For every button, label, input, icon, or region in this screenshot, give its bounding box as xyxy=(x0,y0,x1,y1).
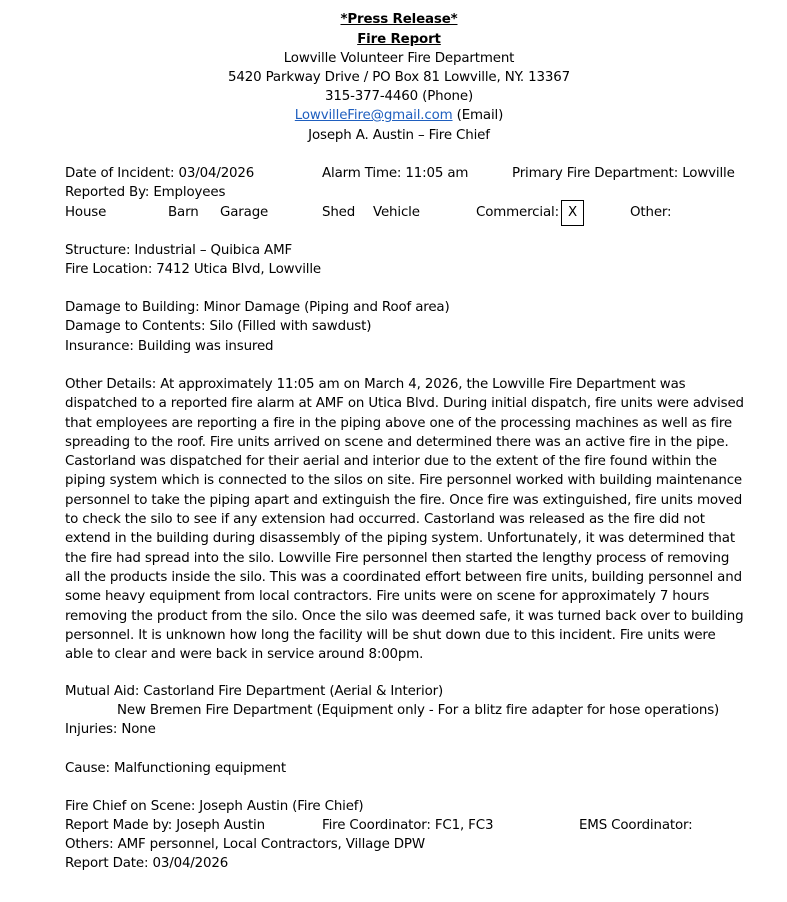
injuries: Injuries: None xyxy=(65,722,156,737)
type-shed: Shed xyxy=(322,205,356,220)
department-email xyxy=(0,106,787,125)
commercial-checkbox: X xyxy=(561,200,584,226)
details-line: Other Details: At approximately 11:05 am on March 4, 2026, the Lowville Fire Department was xyxy=(65,377,686,392)
fire-chief-line: Joseph A. Austin – Fire Chief xyxy=(308,128,490,143)
details-line: piping system which is connected to the silos on site. Fire personnel worked with building maintenance xyxy=(65,473,743,489)
type-other: Other: xyxy=(630,205,672,220)
press-release-label: *Press Release* xyxy=(340,12,458,27)
fire-chief-on-scene: Fire Chief on Scene: Joseph Austin (Fire Chief) xyxy=(65,799,364,814)
email-link[interactable]: LowvilleFire@gmail.com xyxy=(294,108,453,123)
details-line: to check the silo to see if any extension had occurred. Castorland was released as the fire did not xyxy=(65,512,705,528)
details-line: extend in the building during disassembly of the piping system. Unfortunately, it was determined that xyxy=(65,531,735,547)
details-line: able to clear and were back in service around 8:00pm. xyxy=(65,647,424,663)
insurance-status: Insurance: Building was insured xyxy=(65,339,274,354)
mutual-aid-secondary: New Bremen Fire Department (Equipment only - For a blitz fire adapter for hose operations) xyxy=(117,703,720,718)
details-line: spreading to the roof. Fire units arrived on scene and determined there was an active fire in the pipe. xyxy=(65,434,729,450)
department-phone: 315-377-4460 (Phone) xyxy=(324,89,474,104)
type-garage: Garage xyxy=(220,205,269,220)
primary-fire-department: Primary Fire Department: Lowville xyxy=(512,166,735,181)
other-details-paragraph xyxy=(65,375,745,664)
press-release-heading xyxy=(0,10,787,29)
details-line: personnel. It is unknown how long the facility will be shut down due to this incident. Fire units were xyxy=(65,627,716,643)
report-made-by: Report Made by: Joseph Austin xyxy=(65,818,265,833)
damage-to-contents: Damage to Contents: Silo (Filled with sawdust) xyxy=(65,319,372,334)
details-line: that employees are reporting a fire in the piping above one of the processing machines as well as fire xyxy=(65,415,732,431)
report-title xyxy=(0,30,787,49)
department-address: 5420 Parkway Drive / PO Box 81 Lowville, NY. 13367 xyxy=(228,70,570,85)
type-house: House xyxy=(65,205,107,220)
details-line: Castorland was dispatched for their aerial and interior due to the extent of the fire found within the xyxy=(65,454,717,470)
type-commercial: Commercial: xyxy=(476,205,559,220)
department-name: Lowville Volunteer Fire Department xyxy=(283,51,515,66)
type-vehicle: Vehicle xyxy=(373,205,420,220)
report-title-label: Fire Report xyxy=(357,32,441,47)
email-suffix: (Email) xyxy=(452,108,504,123)
fire-coordinator: Fire Coordinator: FC1, FC3 xyxy=(322,818,494,833)
report-date: Report Date: 03/04/2026 xyxy=(65,856,229,871)
others-involved: Others: AMF personnel, Local Contractors, Village DPW xyxy=(65,837,425,852)
mutual-aid-line: Mutual Aid: Castorland Fire Department (Aerial & Interior) xyxy=(65,684,444,699)
details-line: all the products inside the silo. This was a coordinated effort between fire units, building personnel and xyxy=(65,569,742,585)
reported-by: Reported By: Employees xyxy=(65,185,226,200)
cause: Cause: Malfunctioning equipment xyxy=(65,761,286,776)
details-line: removing the product from the silo. Once the silo was deemed safe, it was turned back over to building xyxy=(65,608,744,624)
structure-type: Structure: Industrial – Quibica AMF xyxy=(65,243,293,258)
fire-location: Fire Location: 7412 Utica Blvd, Lowville xyxy=(65,262,322,277)
details-line: dispatched to a reported fire alarm at AMF on Utica Blvd. During initial dispatch, fire units were advised xyxy=(65,396,744,412)
details-line: the fire had spread into the silo. Lowville Fire personnel then started the lengthy process of removing xyxy=(65,550,730,566)
damage-to-building: Damage to Building: Minor Damage (Piping and Roof area) xyxy=(65,300,450,315)
date-of-incident: Date of Incident: 03/04/2026 xyxy=(65,166,255,181)
details-line: some heavy equipment from local contractors. Fire units were on scene for approximately 7 hours xyxy=(65,589,710,605)
ems-coordinator: EMS Coordinator: xyxy=(579,818,693,833)
details-line: personnel to take the piping apart and extinguish the fire. Once fire was extinguished, fire units moved xyxy=(65,492,743,508)
type-barn: Barn xyxy=(168,205,199,220)
alarm-time: Alarm Time: 11:05 am xyxy=(322,166,469,181)
